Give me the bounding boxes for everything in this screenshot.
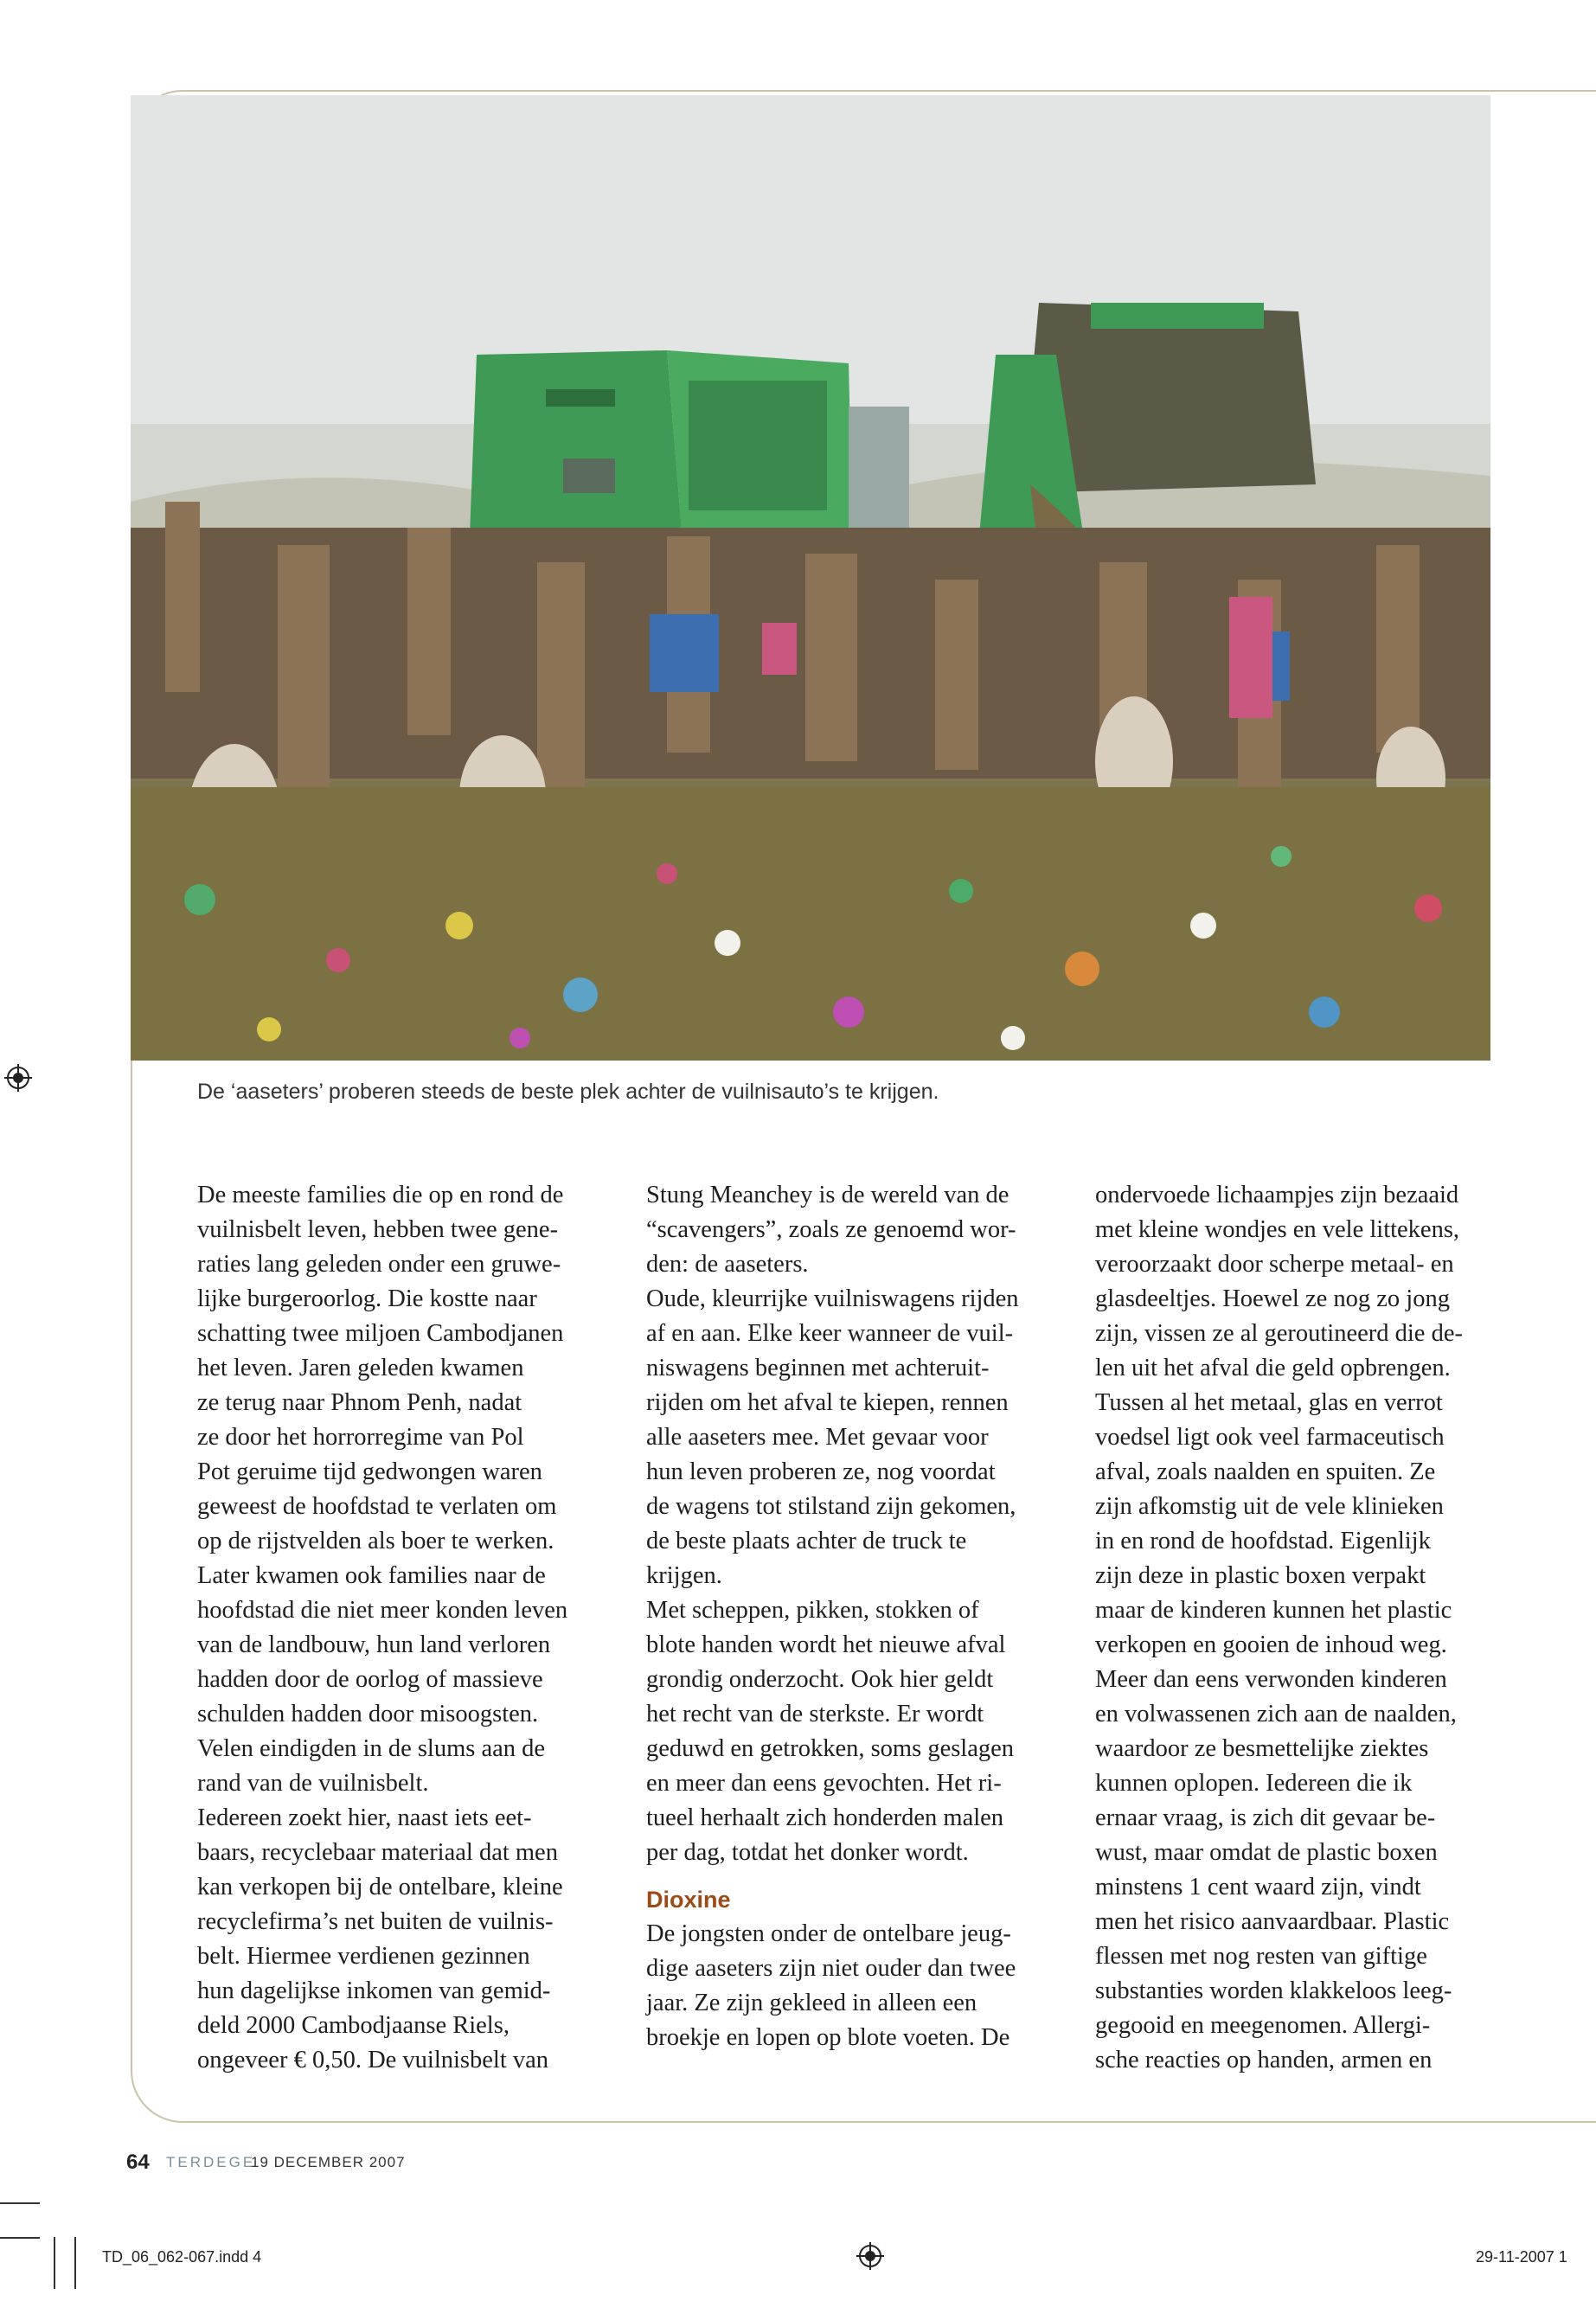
text-line: tueel herhaalt zich honderden malen [646,1804,1004,1831]
text-line: Stung Meanchey is de wereld van de [646,1182,1010,1208]
text-line: niswagens beginnen met achteruit- [646,1355,990,1381]
text-line: krijgen. [646,1562,722,1589]
text-line: Later kwamen ook families naar de [197,1562,546,1589]
registration-mark-icon [856,2242,884,2270]
text-line: op de rijstvelden als boer te werken. [197,1528,554,1554]
text-line: lijke burgeroorlog. Die kostte naar [197,1285,537,1312]
text-line: schatting twee miljoen Cambodjanen [197,1320,564,1347]
text-line: Meer dan eens verwonden kinderen [1095,1666,1447,1693]
text-line: broekje en lopen op blote voeten. De [646,2024,1010,2051]
text-line: Oude, kleurrijke vuilniswagens rijden [646,1285,1019,1312]
text-line: en meer dan eens gevochten. Het ri- [646,1770,1002,1797]
text-line: Met scheppen, pikken, stokken of [646,1597,979,1624]
article-column-2 [646,1178,1079,2055]
text-line: geduwd en getrokken, soms geslagen [646,1735,1015,1762]
text-line: van de landbouw, hun land verloren [197,1631,551,1658]
crop-mark [0,2202,40,2204]
text-line: afval, zoals naalden en spuiten. Ze [1095,1458,1436,1485]
text-line: Pot geruime tijd gedwongen waren [197,1458,542,1485]
text-line: hun dagelijkse inkomen van gemid- [197,1977,551,2004]
text-line: De meeste families die op en rond de [197,1182,564,1208]
text-line: verkopen en gooien de inhoud weg. [1095,1631,1447,1658]
text-line: deld 2000 Cambodjaanse Riels, [197,2012,510,2039]
landfill-scene-illustration [131,95,1490,1061]
text-line: men het risico aanvaardbaar. Plastic [1095,1908,1450,1935]
text-line: wust, maar omdat de plastic boxen [1095,1839,1438,1866]
text-line: af en aan. Elke keer wanneer de vuil- [646,1320,1014,1347]
text-line: ze door het horrorregime van Pol [197,1424,524,1451]
text-line: voedsel ligt ook veel farmaceutisch [1095,1424,1445,1451]
photo-caption: De ‘aaseters’ proberen steeds de beste plek achter de vuilnisauto’s te krijgen. [197,1080,939,1104]
text-line: alle aaseters mee. Met gevaar voor [646,1424,989,1451]
crop-mark [74,2237,76,2289]
text-line: dige aaseters zijn niet ouder dan twee [646,1955,1016,1982]
text-line: substanties worden klakkeloos leeg- [1095,1977,1452,2004]
text-line: hoofdstad die niet meer konden leven [197,1597,568,1624]
registration-mark-icon [4,1064,32,1092]
article-column-1 [197,1178,630,2078]
text-line: glasdeeltjes. Hoewel ze nog zo jong [1095,1285,1450,1312]
text-line: jaar. Ze zijn gekleed in alleen een [646,1990,977,2016]
crop-mark [54,2237,55,2289]
print-slug-filename: TD_06_062-067.indd 4 [102,2248,262,2266]
issue-date: 19 DECEMBER 2007 [251,2154,406,2170]
section-heading: Dioxine [646,1887,731,1913]
text-line: flessen met nog resten van giftige [1095,1943,1427,1970]
text-line: rijden om het afval te kiepen, rennen [646,1389,1009,1416]
text-line: grondig onderzocht. Ook hier geldt [646,1666,994,1693]
text-line: hadden door de oorlog of massieve [197,1666,543,1693]
text-line: kunnen oplopen. Iedereen die ik [1095,1770,1413,1797]
text-line: waardoor ze besmettelijke ziektes [1095,1735,1429,1762]
text-line: geweest de hoofdstad te verlaten om [197,1493,557,1520]
text-line: hun leven proberen ze, nog voordat [646,1458,996,1485]
text-line: “scavengers”, zoals ze genoemd wor- [646,1216,1016,1243]
text-line: met kleine wondjes en vele littekens, [1095,1216,1460,1243]
text-line: blote handen wordt het nieuwe afval [646,1631,1006,1658]
text-line: raties lang geleden onder een gruwe- [197,1251,561,1278]
crop-mark [0,2237,40,2239]
text-line: zijn afkomstig uit de vele klinieken [1095,1493,1444,1520]
text-line: len uit het afval die geld opbrengen. [1095,1355,1451,1381]
text-line: per dag, totdat het donker wordt. [646,1839,969,1866]
text-line: de wagens tot stilstand zijn gekomen, [646,1493,1016,1520]
text-line: belt. Hiermee verdienen gezinnen [197,1943,530,1970]
page-number: 64 [126,2150,150,2174]
text-line: ze terug naar Phnom Penh, nadat [197,1389,522,1416]
text-line: gegooid en meegenomen. Allergi- [1095,2012,1431,2039]
text-line: het recht van de sterkste. Er wordt [646,1701,984,1727]
text-line: De jongsten onder de ontelbare jeug- [646,1920,1011,1947]
text-line: den: de aaseters. [646,1251,809,1278]
text-line: vuilnisbelt leven, hebben twee gene- [197,1216,559,1243]
text-line: zijn, vissen ze al geroutineerd die de- [1095,1320,1463,1347]
landfill-photo [131,95,1490,1061]
text-line: Tussen al het metaal, glas en verrot [1095,1389,1443,1416]
text-line: ernaar vraag, is zich dit gevaar be- [1095,1804,1436,1831]
text-line: kan verkopen bij de ontelbare, kleine [197,1874,563,1900]
text-line: zijn deze in plastic boxen verpakt [1095,1562,1426,1589]
text-line: recyclefirma’s net buiten de vuilnis- [197,1908,554,1935]
magazine-name: TERDEGE [166,2154,256,2170]
text-line: en volwassenen zich aan de naalden, [1095,1701,1457,1727]
text-line: Iedereen zoekt hier, naast iets eet- [197,1804,532,1831]
text-line: sche reacties op handen, armen en [1095,2047,1433,2073]
text-line: baars, recyclebaar materiaal dat men [197,1839,558,1866]
text-line: schulden hadden door misoogsten. [197,1701,539,1727]
text-line: in en rond de hoofdstad. Eigenlijk [1095,1528,1431,1554]
print-slug-date: 29-11-2007 1 [1476,2248,1567,2266]
text-line: rand van de vuilnisbelt. [197,1770,429,1797]
text-line: minstens 1 cent waard zijn, vindt [1095,1874,1421,1900]
article-column-3 [1095,1178,1528,2078]
text-line: ondervoede lichaampjes zijn bezaaid [1095,1182,1459,1208]
text-line: maar de kinderen kunnen het plastic [1095,1597,1452,1624]
text-line: ongeveer € 0,50. De vuilnisbelt van [197,2047,549,2073]
text-line: de beste plaats achter de truck te [646,1528,967,1554]
text-line: Velen eindigden in de slums aan de [197,1735,546,1762]
text-line: veroorzaakt door scherpe metaal- en [1095,1251,1454,1278]
text-line: het leven. Jaren geleden kwamen [197,1355,524,1381]
